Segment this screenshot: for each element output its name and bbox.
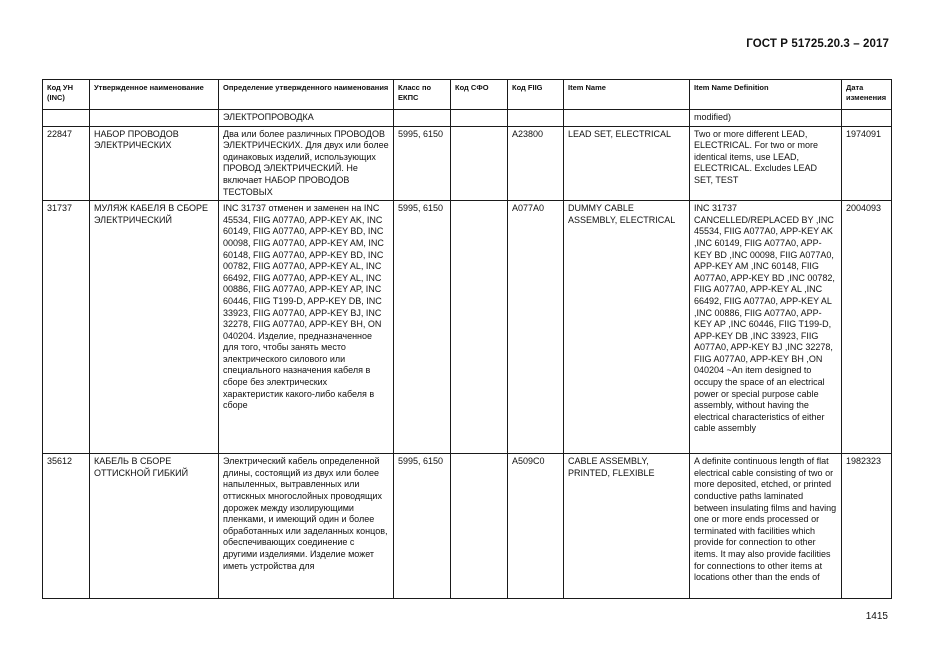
cell-definition-ru: INC 31737 отменен и заменен на INC 45534, FIIG A077A0, APP-KEY AK, INC 60149, FIIG A077A0, APP-KEY BD, INC 00098, FIIG A077A0, APP-KEY AM, INC 60148, FIIG A077A0, APP-KEY BD, INC 00782, FIIG A077A0, APP-KEY AL, INC 66492, FIIG A077A0, APP-KEY AL, INC 00886, FIIG A077A0, APP-KEY AP, INC 60446, FIIG T199-D, APP-KEY DB, INC 33923, FIIG A077A0, APP-KEY BJ, INC 32278, FIIG A077A0, APP-KEY BH, ON 040204. Изделие, предназначенное для того, чтобы занять место электрического силового или специального назначения кабеля в сборе без электрических характеристик какого-либо кабеля в сборе [219,201,394,454]
cell-name-ru: КАБЕЛЬ В СБОРЕ ОТТИСКНОЙ ГИБКИЙ [90,454,219,599]
cell-sfo [451,201,508,454]
cell-definition-ru: Два или более различных ПРОВОДОВ ЭЛЕКТРИЧЕСКИХ. Для двух или более одинаковых изделий, использующих ПРОВОД ЭЛЕКТРИЧЕСКИЙ. Не включает НАБОР ПРОВОДОВ ТЕСТОВЫХ [219,126,394,201]
cell-fiig: A23800 [508,126,564,201]
cell-sfo [451,110,508,127]
col-header-date: Дата изменения [842,80,892,110]
table-row [43,201,892,454]
cell-date [842,110,892,127]
catalog-table [42,79,892,599]
cell-definition-ru: ЭЛЕКТРОПРОВОДКА [219,110,394,127]
cell-fiig: A077A0 [508,201,564,454]
col-header-definition-ru: Определение утвержденного наименования [219,80,394,110]
table-row-continuation [43,110,892,127]
cell-sfo [451,454,508,599]
cell-definition-ru-text: Электрический кабель определенной длины, состоящий из двух или более напыленных, вытравленных или оттискных многослойных проводящих дорожек между изолирующими пленками, и имеющий один и более обработанных или заделанных концов, обеспечивающих соединение с другими изделиями. Изделие может иметь устройства для [223,456,388,571]
col-header-fiig: Код FIIG [508,80,564,110]
cell-date: 1982323 [842,454,892,599]
cell-class: 5995, 6150 [394,126,451,201]
cell-inc [43,110,90,127]
cell-name-ru: МУЛЯЖ КАБЕЛЯ В СБОРЕ ЭЛЕКТРИЧЕСКИЙ [90,201,219,454]
cell-date: 1974091 [842,126,892,201]
col-header-sfo: Код СФО [451,80,508,110]
cell-definition-en-text: A definite continuous length of flat electrical cable consisting of two or more deposited, etched, or printed conductive paths laminated between insulating films and having one or more ends processed or terminated with facilities which provide for connection to other items. It may also provide facilities for connections to other items at locations other than the ends of [694,456,837,583]
table-header-row [43,80,892,110]
cell-date: 2004093 [842,201,892,454]
cell-name-ru: НАБОР ПРОВОДОВ ЭЛЕКТРИЧЕСКИХ [90,126,219,201]
cell-inc: 31737 [43,201,90,454]
col-header-item-definition: Item Name Definition [690,80,842,110]
cell-class: 5995, 6150 [394,454,451,599]
cell-fiig: A509C0 [508,454,564,599]
col-header-class: Класс по ЕКПС [394,80,451,110]
cell-fiig [508,110,564,127]
cell-item-name [564,110,690,127]
cell-definition-en: modified) [690,110,842,127]
document-header: ГОСТ Р 51725.20.3 – 2017 [746,38,889,50]
col-header-inc: Код УН (INC) [43,80,90,110]
cell-name-ru [90,110,219,127]
col-header-item-name: Item Name [564,80,690,110]
cell-definition-ru [219,454,394,599]
cell-item-name: LEAD SET, ELECTRICAL [564,126,690,201]
cell-definition-en: Two or more different LEAD, ELECTRICAL. For two or more identical items, use LEAD, ELECTRICAL. Excludes LEAD SET, TEST [690,126,842,201]
cell-item-name: DUMMY CABLE ASSEMBLY, ELECTRICAL [564,201,690,454]
cell-sfo [451,126,508,201]
cell-definition-en [690,454,842,599]
cell-inc: 35612 [43,454,90,599]
page-number: 1415 [865,611,888,622]
cell-class: 5995, 6150 [394,201,451,454]
cell-inc: 22847 [43,126,90,201]
col-header-name-ru: Утвержденное наименование [90,80,219,110]
table-row [43,454,892,599]
table-row [43,126,892,201]
cell-class [394,110,451,127]
cell-definition-en: INC 31737 CANCELLED/REPLACED BY ,INC 45534, FIIG A077A0, APP-KEY AK ,INC 60149, FIIG A077A0, APP-KEY BD ,INC 00098, FIIG A077A0, APP-KEY AM ,INC 60148, FIIG A077A0, APP-KEY BD ,INC 00782, FIIG A077A0, APP-KEY AL ,INC 66492, FIIG A077A0, APP-KEY AL ,INC 00886, FIIG A077A0, APP-KEY AP ,INC 60446, FIIG T199-D, APP-KEY DB ,INC 33923, FIIG A077A0, APP-KEY BJ ,INC 32278, FIIG A077A0, APP-KEY BH ,ON 040204 ~An item designed to occupy the space of an electrical power or special purpose cable assembly, without having the electrical characteristics of either cable assembly [690,201,842,454]
cell-item-name: CABLE ASSEMBLY, PRINTED, FLEXIBLE [564,454,690,599]
